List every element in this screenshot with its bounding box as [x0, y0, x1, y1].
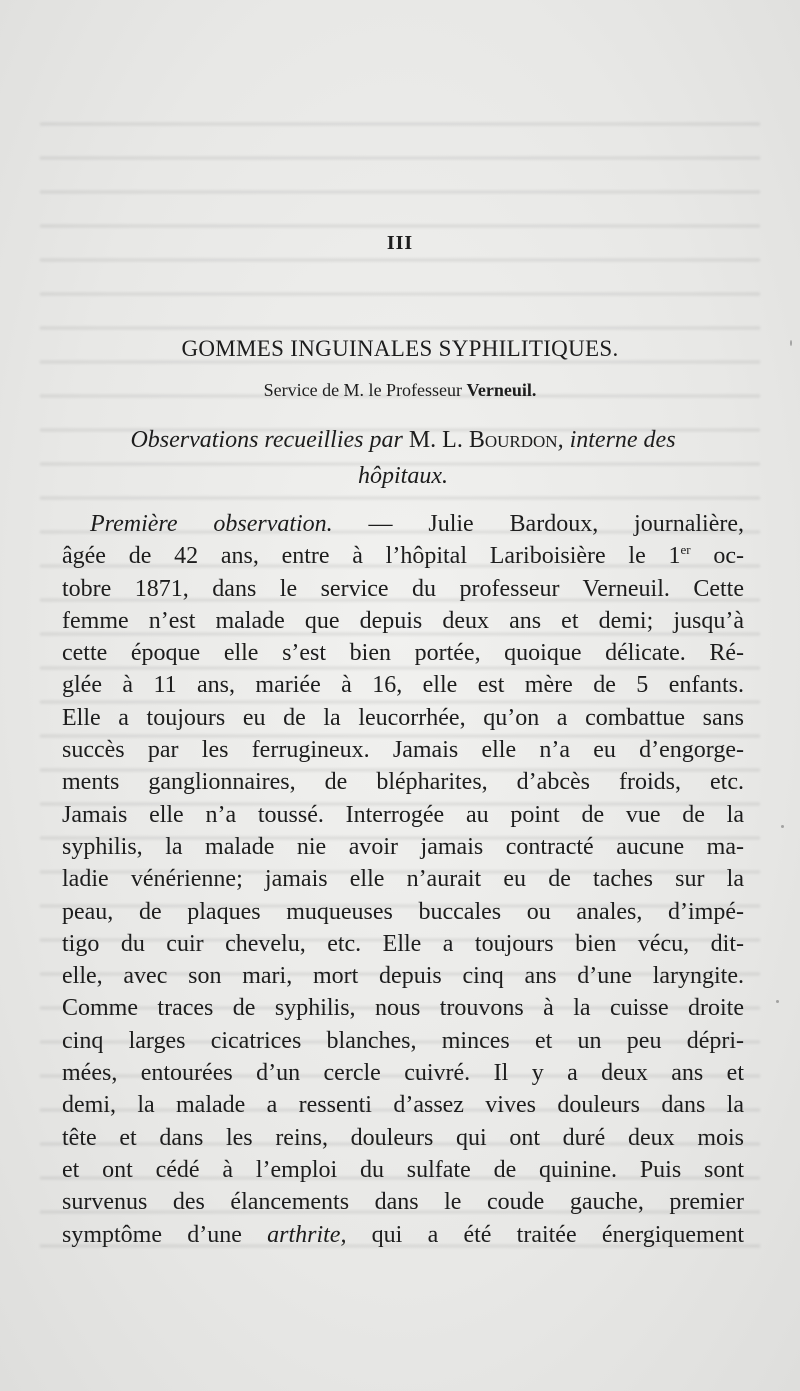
observation-heading: Première observation. — [90, 511, 333, 537]
paper-speck — [790, 340, 792, 346]
body-line: tigo du cuir chevelu, etc. Elle a toujours bien vécu, dit- — [62, 930, 744, 957]
body-line: peau, de plaques muqueuses buccales ou anales, d’impé- — [62, 898, 744, 925]
chapter-title: GOMMES INGUINALES SYPHILITIQUES. — [181, 336, 619, 361]
arthrite-italic: arthrite, — [267, 1221, 347, 1248]
superscript-er: er — [680, 542, 691, 558]
paper-speck — [781, 825, 784, 828]
body-line: âgée de 42 ans, entre à l’hôpital Lariboisière le 1er oc- — [62, 542, 744, 570]
observations-byline — [62, 422, 744, 494]
body-line: et ont cédé à l’emploi du sulfate de quinine. Puis sont — [62, 1156, 744, 1183]
body-line: syphilis, la malade nie avoir jamais contracté aucune ma- — [62, 833, 744, 860]
chapter-number: III — [386, 232, 414, 254]
body-line: ladie vénérienne; jamais elle n’aurait eu de taches sur la — [62, 866, 744, 893]
body-line: Comme traces de syphilis, nous trouvons à la cuisse droite — [62, 995, 744, 1022]
service-line — [0, 380, 800, 401]
body-line: ments ganglionnaires, de blépharites, d’abcès froids, etc. — [62, 769, 744, 796]
body-line: Elle a toujours eu de la leucorrhée, qu’on a combattue sans — [62, 704, 744, 731]
body-line: elle, avec son mari, mort depuis cinq ans d’une laryngite. — [62, 963, 744, 990]
body-line: glée à 11 ans, mariée à 16, elle est mère de 5 enfants. — [62, 672, 744, 699]
author-name: Bourdon — [468, 427, 558, 453]
body-line: demi, la malade a ressenti d’assez vives douleurs dans la — [62, 1092, 744, 1119]
byline-suffix: , interne des — [557, 427, 676, 453]
professor-name: Verneuil. — [466, 380, 537, 400]
body-line: femme n’est malade que depuis deux ans et demi; jusqu’à — [62, 607, 744, 634]
body-line: tobre 1871, dans le service du professeur Verneuil. Cette — [62, 575, 744, 602]
body-line: Première observation. — Julie Bardoux, journalière, — [90, 511, 744, 537]
body-line: tête et dans les reins, douleurs qui ont duré deux mois — [62, 1124, 744, 1151]
body-line: Jamais elle n’a toussé. Interrogée au point de vue de la — [62, 801, 744, 828]
author-initials: M. L. — [408, 427, 463, 453]
byline-line-2: hôpitaux. — [358, 463, 448, 489]
body-line: succès par les ferrugineux. Jamais elle n’a eu d’engorge- — [62, 737, 744, 764]
byline-prefix: Observations recueillies par — [130, 427, 403, 453]
paper-speck — [776, 1000, 779, 1003]
body-line: cette époque elle s’est bien portée, quoique délicate. Ré- — [62, 640, 744, 667]
body-line: cinq larges cicatrices blanches, minces et un peu dépri- — [62, 1027, 744, 1054]
body-line: survenus des élancements dans le coude gauche, premier — [62, 1189, 744, 1216]
observation-body — [62, 508, 744, 1251]
body-line: mées, entourées d’un cercle cuivré. Il y a deux ans et — [62, 1060, 744, 1087]
byline-line-1 — [62, 422, 744, 458]
service-prefix: Service de M. le Professeur — [263, 380, 463, 400]
body-line: symptôme d’une arthrite, qui a été traitée énergiquement — [62, 1221, 745, 1248]
